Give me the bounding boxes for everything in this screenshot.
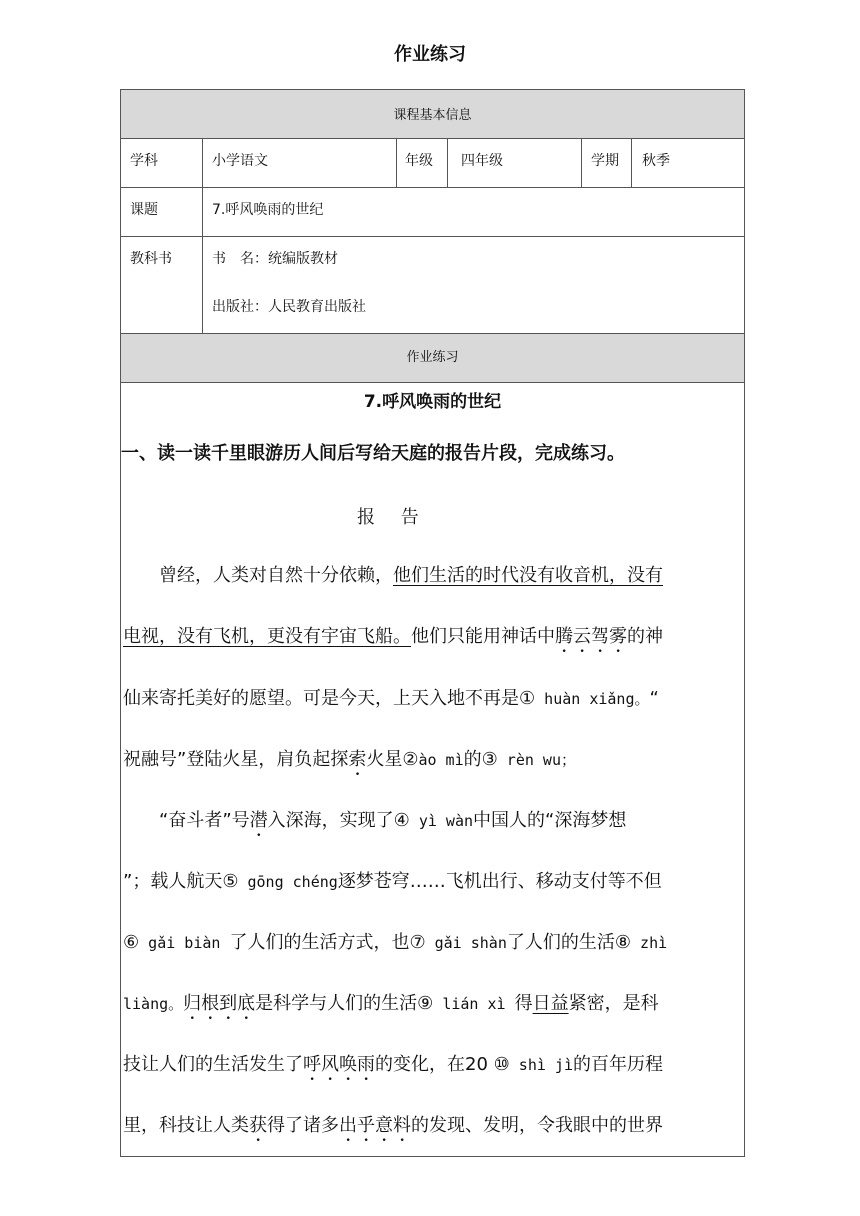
passage-line	[123, 1050, 663, 1085]
exercise-header-row	[121, 334, 744, 383]
topic-row	[121, 188, 744, 237]
book-name: 书 名：统编版教材	[212, 251, 338, 267]
term-value-cell	[632, 139, 744, 187]
pinyin-blank: zhì	[631, 934, 668, 952]
passage-text: 技让人们的生活发生了	[123, 1054, 303, 1075]
exercise-header: 作业练习	[406, 350, 459, 365]
underlined-text: 电视，没有飞机，更没有宇宙飞船。	[123, 626, 411, 647]
passage-text: 的神	[627, 626, 663, 647]
subject-label: 学科	[130, 153, 158, 169]
passage-text: 的百年历程	[572, 1054, 663, 1075]
passage-text: 逐梦苍穹……飞机出行、移动支付等不但	[337, 871, 662, 892]
dotted-word: 腾云驾雾	[555, 626, 627, 647]
topic-label-cell	[121, 188, 203, 236]
passage-text: 是科学与人们的生活⑨	[255, 993, 434, 1014]
pinyin-blank: lián xì	[433, 995, 515, 1013]
lesson-title: 7.呼风唤雨的世纪	[363, 392, 502, 412]
grade-value: 四年级	[461, 153, 503, 169]
course-info-table	[120, 89, 745, 1157]
pinyin-blank: gōng chéng	[238, 873, 338, 891]
passage-text: 的③	[463, 749, 498, 770]
passage-text: 紧密，是科	[568, 993, 659, 1014]
term-label: 学期	[591, 153, 619, 169]
pinyin-blank: ào mì	[418, 751, 464, 769]
passage-text: ⑥	[123, 932, 140, 953]
grade-value-cell	[448, 139, 582, 187]
pinyin-blank: rèn wu；	[497, 751, 576, 769]
passage-text: 得	[514, 993, 533, 1014]
passage-line	[123, 1111, 663, 1146]
topic-label: 课题	[130, 202, 158, 218]
pinyin-blank: liàng。	[123, 995, 184, 1013]
pinyin-blank: gǎi shàn	[425, 934, 507, 952]
publisher: 出版社：人民教育出版社	[212, 299, 366, 315]
textbook-label: 教科书	[130, 251, 172, 267]
passage-line	[123, 928, 667, 954]
passage-line	[123, 684, 659, 710]
grade-label-cell	[397, 139, 448, 187]
passage-text: 仙来寄托美好的愿望。可是今天，上天入地不再是①	[123, 688, 536, 709]
textbook-row	[121, 237, 744, 334]
textbook-label-cell	[121, 237, 203, 333]
dotted-word: 索	[348, 749, 367, 770]
page-title: 作业练习	[394, 44, 466, 65]
passage-line	[123, 989, 659, 1024]
dotted-word: 潜	[249, 810, 268, 831]
passage-line	[123, 622, 663, 657]
passage-line	[123, 561, 663, 587]
passage-text: 中国人的“深海梦想	[473, 810, 627, 831]
underlined-text: 日益	[532, 993, 569, 1014]
dotted-word: 获	[249, 1115, 267, 1136]
passage-text: 的变化，在20 ⑩	[375, 1054, 510, 1075]
passage-text: 了人们的生活方式，也⑦	[229, 932, 426, 953]
passage-line	[123, 867, 662, 893]
passage-text: 火星②	[366, 749, 419, 770]
passage-text: “奋斗者”号	[123, 810, 250, 831]
subject-row	[121, 139, 744, 188]
term-label-cell	[582, 139, 632, 187]
pinyin-blank: yì wàn	[409, 812, 474, 830]
passage-text: “	[649, 688, 659, 709]
topic-value: 7.呼风唤雨的世纪	[212, 202, 324, 218]
passage-text: 祝融号”登陆火星，肩负起探	[123, 749, 349, 770]
pinyin-blank: huàn xiǎng。	[535, 690, 650, 708]
passage-text: 的发现、发明，令我眼中的世界	[411, 1115, 663, 1136]
dotted-word: 归根到底	[183, 993, 256, 1014]
passage-text: ”；载人航天⑤	[123, 871, 239, 892]
underlined-text: 他们生活的时代没有收音机，没有	[393, 565, 663, 586]
passage-text: 他们只能用神话中	[411, 626, 555, 647]
passage-text: 了人们的生活⑧	[506, 932, 632, 953]
info-header-row	[121, 90, 744, 139]
passage-line	[123, 745, 576, 780]
textbook-value-cell	[203, 237, 744, 333]
dotted-word: 出乎意料	[339, 1115, 411, 1136]
subject-value: 小学语文	[212, 153, 268, 169]
report-title: 报 告	[357, 507, 429, 528]
pinyin-blank: gǎi biàn	[139, 934, 230, 952]
pinyin-blank: shì jì	[509, 1056, 573, 1074]
subject-label-cell	[121, 139, 203, 187]
grade-label: 年级	[405, 153, 433, 169]
topic-value-cell	[203, 188, 744, 236]
passage-text: 曾经，人类对自然十分依赖，	[123, 565, 393, 586]
exercise-content	[121, 383, 744, 1156]
dotted-word: 呼风唤雨	[303, 1054, 375, 1075]
term-value: 秋季	[642, 153, 670, 169]
passage-text: 入深海，实现了④	[267, 810, 410, 831]
passage-line	[123, 806, 626, 841]
subject-value-cell	[203, 139, 397, 187]
info-header: 课程基本信息	[393, 108, 472, 123]
passage-text: 里，科技让人类	[123, 1115, 249, 1136]
question-heading: 一、读一读千里眼游历人间后写给天庭的报告片段，完成练习。	[121, 443, 625, 464]
passage-text: 得了诸多	[267, 1115, 339, 1136]
